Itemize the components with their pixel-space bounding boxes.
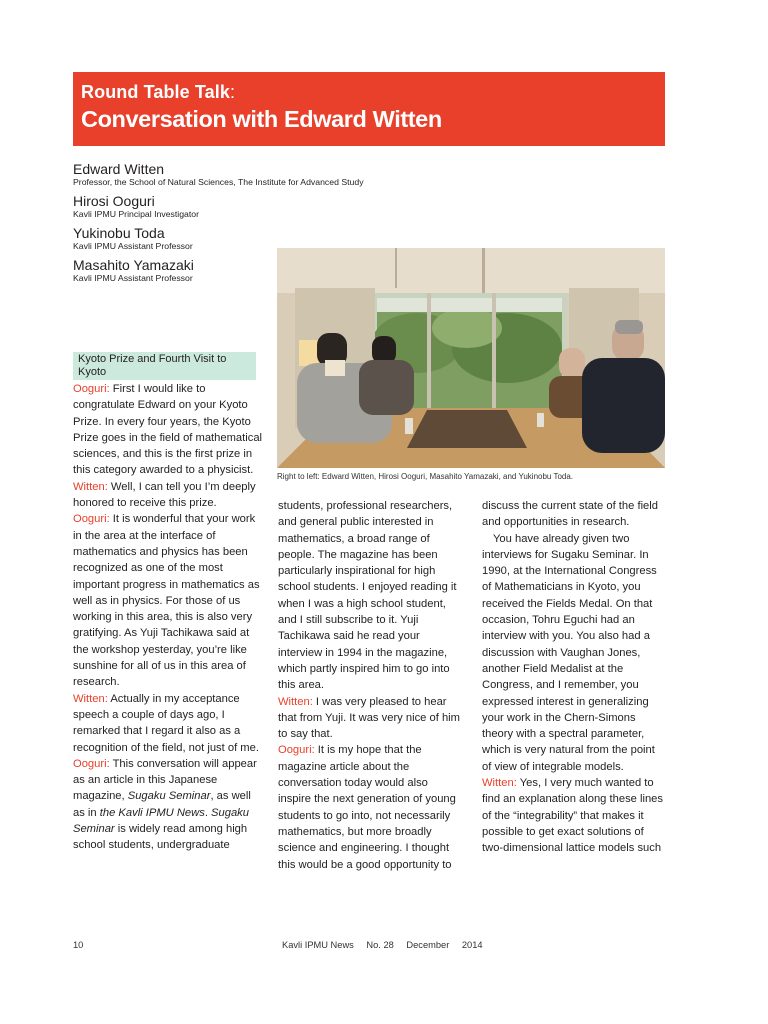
participant-role: Kavli IPMU Principal Investigator	[73, 209, 200, 219]
participant-name: Masahito Yamazaki	[73, 257, 194, 273]
magazine-title: Sugaku Seminar	[127, 790, 211, 803]
paragraph-text: I was very pleased to hear that from Yuji. It was very nice of him to say that.	[278, 695, 460, 741]
participant-role: Kavli IPMU Assistant Professor	[73, 241, 193, 251]
paragraph-text: .	[204, 806, 212, 819]
issue-number: No. 28	[366, 940, 394, 950]
publication-name: Kavli IPMU News	[282, 940, 354, 950]
paragraph-text: is widely read among high school students, undergraduate	[73, 823, 248, 852]
participant-name: Yukinobu Toda	[73, 225, 165, 241]
participant	[73, 162, 493, 188]
article-column-2	[278, 498, 463, 873]
banner-kicker	[81, 81, 665, 103]
issue-month: December	[406, 940, 450, 950]
magazine-title: the Kavli IPMU News	[99, 806, 205, 819]
speaker-label: Ooguri:	[278, 744, 315, 757]
participant-role: Professor, the School of Natural Sciences, The Institute for Advanced Study	[73, 177, 364, 187]
paragraph	[482, 531, 667, 775]
paragraph	[482, 498, 667, 531]
participant-role: Kavli IPMU Assistant Professor	[73, 273, 193, 283]
title-banner	[73, 72, 665, 146]
section-heading: Kyoto Prize and Fourth Visit to Kyoto	[73, 352, 256, 380]
participant-name: Hirosi Ooguri	[73, 193, 155, 209]
paragraph	[278, 742, 463, 872]
paragraph-text: Actually in my acceptance speech a couple of days ago, I remarked that I regard it also as a recognition of the field, not just of me.	[73, 692, 259, 754]
photo-caption: Right to left: Edward Witten, Hirosi Ooguri, Masahito Yamazaki, and Yukinobu Toda.	[277, 472, 574, 481]
speaker-label: Ooguri:	[73, 513, 110, 526]
paragraph-text: students, professional researchers, and general public interested in mathematics, a broad range of people. The magazine has been particularly inspirational for high school students. I enjoyed reading it when I was a high school student, and I still subscribe to it. Yuji Tachikawa said he read your interview in 1994 in the magazine, which partly inspired him to go into this area.	[278, 500, 457, 692]
article-column-3	[482, 498, 667, 857]
paragraph	[73, 691, 265, 756]
speaker-label: Witten:	[482, 777, 517, 790]
paragraph	[73, 479, 265, 512]
speaker-label: Witten:	[73, 692, 108, 705]
paragraph	[73, 381, 265, 479]
paragraph-text: , as well as in	[73, 790, 251, 819]
speaker-label: Witten:	[73, 480, 108, 493]
participant	[73, 194, 493, 220]
paragraph	[278, 694, 463, 743]
round-table-photo	[277, 248, 665, 468]
speaker-label: Ooguri:	[73, 383, 110, 395]
page-number: 10	[73, 940, 84, 950]
kicker-text: Round Table Talk	[81, 82, 230, 102]
page-title: Conversation with Edward Witten	[81, 106, 442, 132]
paragraph-text: This conversation will appear as an article in this Japanese magazine,	[73, 757, 257, 803]
paragraph-text: Yes, I very much wanted to find an explanation along these lines of the “integrability” that makes it possible to get exact solutions of two-dimensional lattice models such	[482, 777, 663, 855]
speaker-label: Witten:	[278, 695, 313, 708]
paragraph-text: It is my hope that the magazine article about the conversation today would also inspire the next generation of young students to go into, not necessarily mathematics, but more broadly science and engineering. I thought this would be a good opportunity to	[278, 744, 456, 871]
paragraph	[278, 498, 463, 694]
issue-year: 2014	[461, 940, 483, 950]
kicker-colon: :	[229, 82, 236, 102]
magazine-title: Sugaku Seminar	[73, 806, 249, 836]
paragraph	[73, 756, 265, 854]
paragraph-text: discuss the current state of the field and opportunities in research.	[482, 500, 658, 529]
participant-name: Edward Witten	[73, 161, 165, 177]
article-column-1	[73, 381, 265, 854]
paragraph-text: First I would like to congratulate Edward on your Kyoto Prize. In every four years, the Kyoto Prize goes in the field of mathematical sciences, and this is the first prize in this category awarded to a physicist.	[73, 383, 263, 477]
speaker-label: Ooguri:	[73, 757, 110, 770]
photo-illustration	[277, 248, 665, 468]
paragraph	[73, 511, 265, 690]
paragraph-text: Well, I can tell you I’m deeply honored to receive this prize.	[73, 480, 256, 510]
paragraph-text: It is wonderful that your work in the area at the interface of mathematics and physics has been recognized as one of the most important progress in mathematics as well as in physics. For those of us working in this area, this is also very gratifying. As Yuji Tachikawa said at the workshop yesterday, you’re like sunshine for all of us in this area of research.	[73, 513, 260, 689]
running-footer	[282, 939, 493, 951]
paragraph	[482, 775, 667, 856]
paragraph-text: You have already given two interviews for Sugaku Seminar. In 1990, at the International Congress of Mathematicians in Kyoto, you received the Fields Medal. On that occasion, Tohru Eguchi had an interview with you. You also had a discussion with Vaughan Jones, another Field Medalist at the Congress, and I remember, you expressed interest in generalizing your work in the Chern-Simons theory with a spectral parameter, which is very natural from the point of view of integrable models.	[482, 532, 657, 773]
